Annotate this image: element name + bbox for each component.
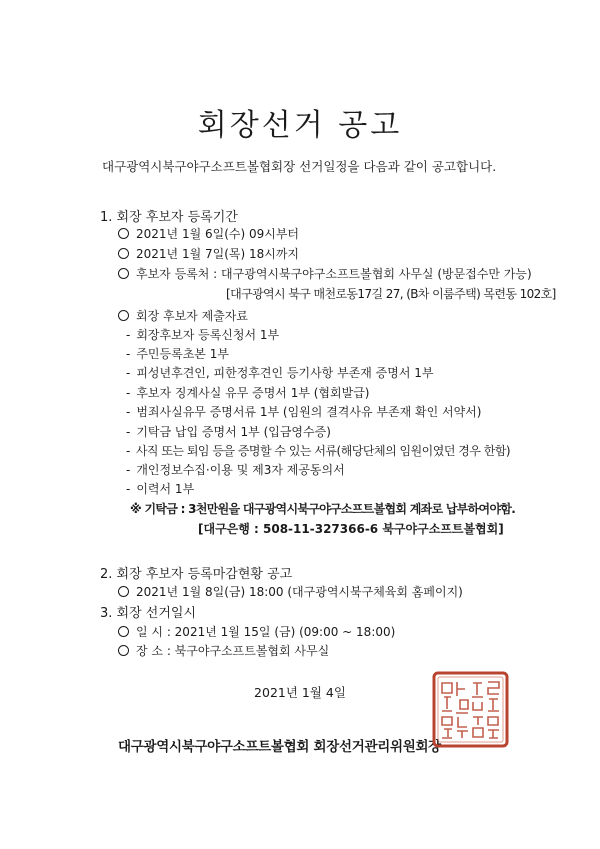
official-seal-icon <box>432 671 509 748</box>
doc-item: - 기탁금 납입 증명서 1부 (입금영수증) <box>126 425 331 439</box>
notice-date: 2021년 1월 4일 <box>254 685 346 700</box>
circle-bullet-icon <box>118 626 129 637</box>
doc-item: - 이력서 1부 <box>126 482 195 496</box>
doc-item: - 피성년후견인, 피한정후견인 등기사항 부존재 증명서 1부 <box>126 366 434 380</box>
circle-bullet-icon <box>118 586 129 597</box>
circle-bullet-icon <box>118 645 129 656</box>
doc-item: - 범죄사실유무 증명서류 1부 (임원의 결격사유 부존재 확인 서약서) <box>126 405 482 419</box>
circle-bullet-icon <box>118 228 129 239</box>
list-item: 장 소 : 북구야구소프트볼협회 사무실 <box>118 642 329 659</box>
list-item: 2021년 1월 7일(목) 18시까지 <box>118 245 299 262</box>
list-item: 후보자 등록처 : 대구광역시북구야구소프트볼협회 사무실 (방문접수만 가능) <box>118 265 532 282</box>
list-item: 2021년 1월 6일(수) 09시부터 <box>118 225 299 242</box>
deposit-note: ※ 기탁금 : 3천만원을 대구광역시북구야구소프트볼협회 계좌로 납부하여야함. <box>130 502 516 516</box>
section3-heading: 3. 회장 선거일시 <box>100 606 197 621</box>
section1-heading: 1. 회장 후보자 등록기간 <box>100 210 238 225</box>
signature-line: 대구광역시북구야구소프트볼협회 회장선거관리위원회장 <box>118 739 441 755</box>
circle-bullet-icon <box>118 248 129 259</box>
list-item: 일 시 : 2021년 1월 15일 (금) (09:00 ~ 18:00) <box>118 623 395 640</box>
intro-text: 대구광역시북구야구소프트볼협회장 선거일정을 다음과 같이 공고합니다. <box>102 159 497 174</box>
section2-heading: 2. 회장 후보자 등록마감현황 공고 <box>100 567 293 582</box>
doc-item: - 개인정보수집·이용 및 제3자 제공동의서 <box>126 463 345 477</box>
document-title: 회장선거 공고 <box>197 108 403 143</box>
circle-bullet-icon <box>118 310 129 321</box>
doc-item: - 후보자 징계사실 유무 증명서 1부 (협회발급) <box>126 386 370 400</box>
doc-item: - 회장후보자 등록신청서 1부 <box>126 328 280 342</box>
circle-bullet-icon <box>118 268 129 279</box>
bank-account: [대구은행 : 508-11-327366-6 북구야구소프트볼협회] <box>198 522 504 536</box>
list-item: 2021년 1월 8일(금) 18:00 (대구광역시북구체육회 홈페이지) <box>118 583 463 600</box>
doc-item: - 주민등록초본 1부 <box>126 347 229 361</box>
docs-heading: 회장 후보자 제출자료 <box>118 307 248 324</box>
doc-item: - 사직 또는 퇴임 등을 증명할 수 있는 서류(해당단체의 임원이였던 경우 한함) <box>126 444 511 458</box>
office-address: [대구광역시 북구 매천로동17길 27, (B차 이룸주택) 목련동 102호] <box>226 287 556 301</box>
